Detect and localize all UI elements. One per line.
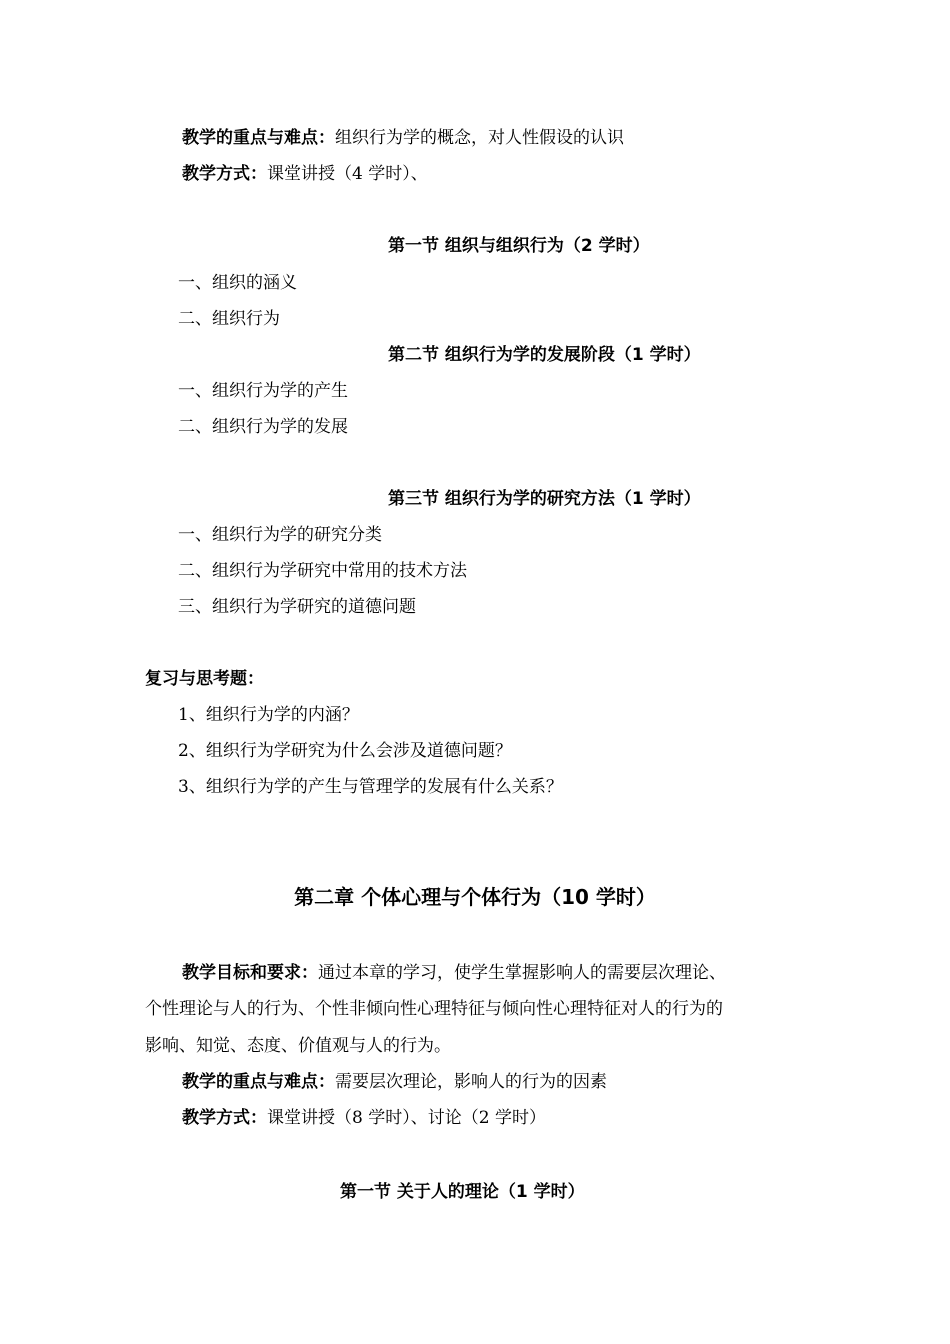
review-heading: 复习与思考题： [145, 669, 264, 689]
list-item: 三、组织行为学研究的道德问题 [178, 597, 416, 617]
method-text: 课堂讲授（8 学时）、讨论（2 学时） [267, 1108, 546, 1128]
list-item: 一、组织的涵义 [178, 273, 297, 293]
review-question: 2、组织行为学研究为什么会涉及道德问题？ [178, 741, 512, 761]
focus-label: 教学的重点与难点： [182, 128, 335, 148]
section-title: 第三节 组织行为学的研究方法（1 学时） [388, 489, 701, 509]
method-label: 教学方式： [182, 164, 267, 184]
focus-line [182, 1070, 607, 1094]
goal-label: 教学目标和要求： [182, 963, 318, 983]
focus-text: 组织行为学的概念，对人性假设的认识 [335, 128, 624, 148]
focus-text: 需要层次理论，影响人的行为的因素 [335, 1072, 607, 1092]
method-line [182, 162, 428, 186]
method-text: 课堂讲授（4 学时）、 [267, 164, 428, 184]
focus-line [182, 126, 624, 150]
list-item: 二、组织行为学研究中常用的技术方法 [178, 561, 467, 581]
goal-text: 通过本章的学习，使学生掌握影响人的需要层次理论、 [318, 963, 726, 983]
list-item: 一、组织行为学的研究分类 [178, 525, 382, 545]
review-question: 3、组织行为学的产生与管理学的发展有什么关系？ [178, 777, 563, 797]
list-item: 一、组织行为学的产生 [178, 381, 348, 401]
method-label: 教学方式： [182, 1108, 267, 1128]
list-item: 二、组织行为 [178, 309, 280, 329]
chapter-title: 第二章 个体心理与个体行为（10 学时） [294, 885, 656, 909]
section-title: 第一节 组织与组织行为（2 学时） [388, 236, 650, 256]
focus-label: 教学的重点与难点： [182, 1072, 335, 1092]
method-line [182, 1106, 546, 1130]
section-title: 第二节 组织行为学的发展阶段（1 学时） [388, 345, 701, 365]
goal-text-continued: 影响、知觉、态度、价值观与人的行为。 [145, 1036, 451, 1056]
goal-line [182, 961, 726, 985]
section-title: 第一节 关于人的理论（1 学时） [340, 1182, 585, 1202]
review-question: 1、组织行为学的内涵？ [178, 705, 359, 725]
list-item: 二、组织行为学的发展 [178, 417, 348, 437]
goal-text-continued: 个性理论与人的行为、个性非倾向性心理特征与倾向性心理特征对人的行为的 [145, 999, 723, 1019]
